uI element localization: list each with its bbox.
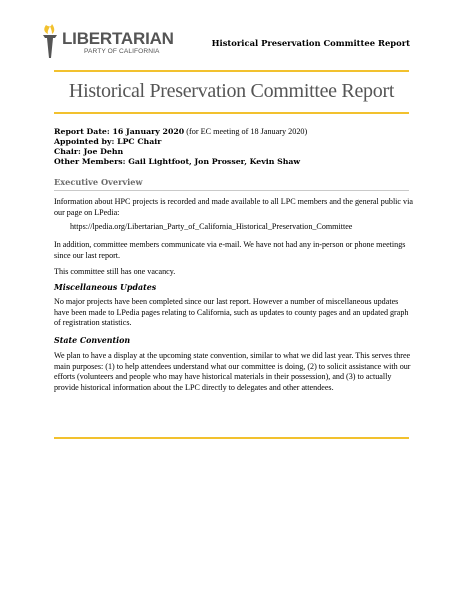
misc-updates-heading: Miscellaneous Updates <box>54 283 157 292</box>
logo-subtitle: PARTY OF CALIFORNIA <box>84 48 160 55</box>
footer-rule <box>54 437 409 439</box>
state-convention-heading: State Convention <box>54 336 131 345</box>
section-divider <box>54 190 409 191</box>
header-title: Historical Preservation Committee Report <box>211 38 410 48</box>
logo-wordmark: LIBERTARIAN <box>62 29 174 48</box>
overview-paragraph-3: This committee still has one vacancy. <box>54 267 176 276</box>
title-rule <box>54 112 409 114</box>
other-members: Other Members: Gail Lightfoot, Jon Prosser, Kevin Shaw <box>54 157 301 166</box>
report-date-note: (for EC meeting of 18 January 2020) <box>184 127 308 136</box>
report-meta <box>54 127 307 167</box>
executive-overview-heading: Executive Overview <box>54 177 143 187</box>
lpedia-link[interactable]: https://lpedia.org/Libertarian_Party_of_California_Historical_Preservation_Committee <box>70 222 353 231</box>
convention-paragraph: We plan to have a display at the upcoming state convention, similar to what we did last year. This serves three main purposes: (1) to help attendees understand what our committee is doing, (2) to solicit assistance with our efforts (volunteers and people who may have historical materials in their possession), and (3) to actually provide historical information about the LPC directly to delegates and other attendees. <box>54 351 411 392</box>
report-date: Report Date: 16 January 2020 <box>54 127 185 136</box>
overview-paragraph-2: In addition, committee members communicate via e-mail. We have not had any in-person or phone meetings since our last report. <box>54 240 406 260</box>
chair: Chair: Joe Dehn <box>54 147 124 156</box>
page-title: Historical Preservation Committee Report <box>68 80 395 102</box>
misc-paragraph: No major projects have been completed since our last report. However a number of miscellaneous updates have been made to LPedia pages relating to California, such as updates to county pages and an updated graph of registration statistics. <box>54 297 409 327</box>
appointed-by: Appointed by: LPC Chair <box>54 137 162 146</box>
overview-paragraph-1: Information about HPC projects is recorded and made available to all LPC members and the general public via our page on LPedia: <box>54 197 413 217</box>
header-rule <box>54 70 409 72</box>
